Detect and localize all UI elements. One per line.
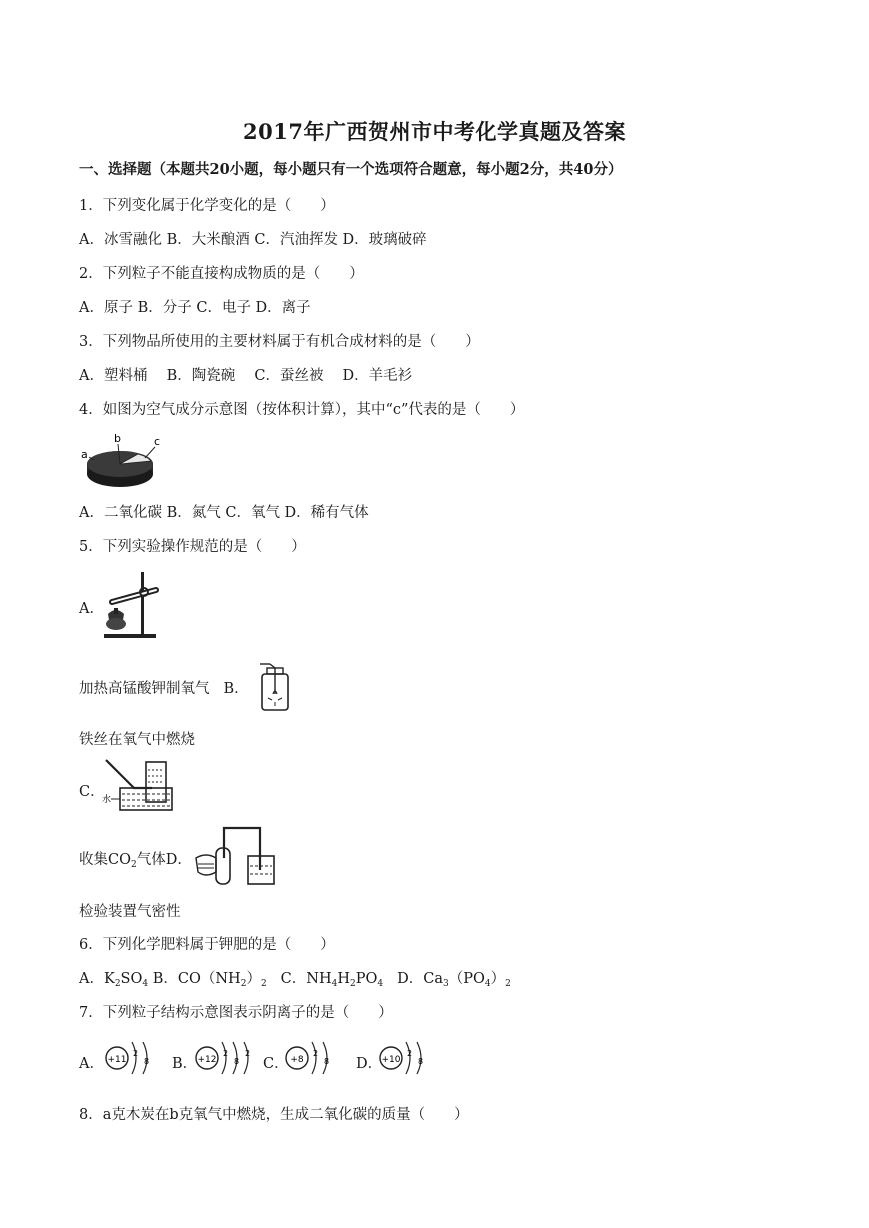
pie-label-a: a: [81, 448, 88, 461]
question-1-options: A．冰雪融化 B．大米酿酒 C．汽油挥发 D．玻璃破碎: [79, 232, 427, 248]
electron-count: 2: [223, 1049, 229, 1058]
atom-structure-diagram-c: [284, 1036, 340, 1080]
question-7-label-a: A．: [79, 1056, 104, 1072]
question-5-caption-c: 收集$CO_2$气体D．: [79, 852, 192, 870]
electron-shell-arc: [312, 1042, 319, 1074]
atom-structure-diagram-a: [104, 1036, 160, 1080]
question-5-label-b: B．: [223, 681, 249, 697]
question-5-label-a: A．: [79, 601, 104, 617]
nucleus-charge: +10: [381, 1055, 401, 1065]
question-7-label-d: D．: [356, 1056, 383, 1072]
question-7-label-b: B．: [172, 1056, 198, 1072]
heating-kmno4-apparatus-figure: [98, 568, 160, 640]
page-title: 2017年广西贺州市中考化学真题及答案: [243, 119, 626, 144]
electron-count: 8: [418, 1057, 424, 1066]
question-7-label-c: C．: [263, 1056, 289, 1072]
electron-shell-arc: [406, 1042, 413, 1074]
question-6-options: A．$K_2SO_4$ B．$CO(NH_2)_2$ C．$NH_4H_2PO_4$ D．$Ca_3(PO_4)_2$: [79, 971, 511, 989]
question-2-stem: 2．下列粒子不能直接构成物质的是（ ）: [79, 266, 364, 282]
electron-count: 2: [133, 1049, 139, 1058]
electron-count: 2: [245, 1049, 251, 1058]
electron-count: 2: [313, 1049, 319, 1058]
question-5-label-c: C．: [79, 784, 105, 800]
electron-count: 2: [407, 1049, 413, 1058]
electron-count: 8: [324, 1057, 330, 1066]
question-5-caption-a: 加热高锰酸钾制氧气 B．: [79, 681, 249, 697]
question-3-stem: 3．下列物品所使用的主要材料属于有机合成材料的是（ ）: [79, 334, 480, 350]
question-3-options: A．塑料桶 B．陶瓷碗 C．蚕丝被 D．羊毛衫: [79, 368, 413, 384]
question-4-options: A．二氧化碳 B．氮气 C．氧气 D．稀有气体: [79, 505, 369, 521]
electron-shell-arc: [222, 1042, 229, 1074]
electron-shell-arc: [244, 1042, 251, 1074]
atom-structure-diagram-d: [378, 1036, 434, 1080]
question-5-caption-d: 检验装置气密性: [79, 904, 181, 920]
question-1-stem: 1．下列变化属于化学变化的是（ ）: [79, 198, 335, 214]
question-5-caption-b: 铁丝在氧气中燃烧: [79, 732, 195, 748]
nucleus-charge: +12: [197, 1055, 217, 1065]
question-7-stem: 7．下列粒子结构示意图表示阴离子的是（ ）: [79, 1005, 393, 1021]
question-4-stem: 4．如图为空气成分示意图（按体积计算），其中“c”代表的是（ ）: [79, 402, 525, 418]
nucleus-charge: +8: [290, 1055, 304, 1065]
electron-count: 8: [144, 1057, 150, 1066]
pie-label-b: b: [114, 432, 121, 445]
question-6-stem: 6．下列化学肥料属于钾肥的是（ ）: [79, 937, 335, 953]
pie-label-c: c: [154, 435, 160, 448]
electron-count: 8: [234, 1057, 240, 1066]
co2-collection-water-figure: [102, 758, 176, 812]
water-label: 水: [102, 795, 112, 805]
question-5-stem: 5．下列实验操作规范的是（ ）: [79, 539, 306, 555]
question-8-stem: 8．a克木炭在b克氧气中燃烧，生成二氧化碳的质量（ ）: [79, 1107, 469, 1123]
atom-structure-diagram-b: [194, 1036, 261, 1080]
nucleus-charge: +11: [107, 1055, 127, 1065]
question-2-options: A．原子 B．分子 C．电子 D．离子: [79, 300, 311, 316]
airtightness-check-figure: [194, 822, 280, 888]
question-5-label-d: D．: [165, 852, 192, 868]
section-heading: 一、选择题（本题共20小题，每小题只有一个选项符合题意，每小题2分，共40分）: [79, 161, 623, 178]
iron-wire-combustion-figure: [258, 660, 292, 712]
electron-shell-arc: [132, 1042, 139, 1074]
air-composition-pie-figure: [80, 430, 160, 490]
